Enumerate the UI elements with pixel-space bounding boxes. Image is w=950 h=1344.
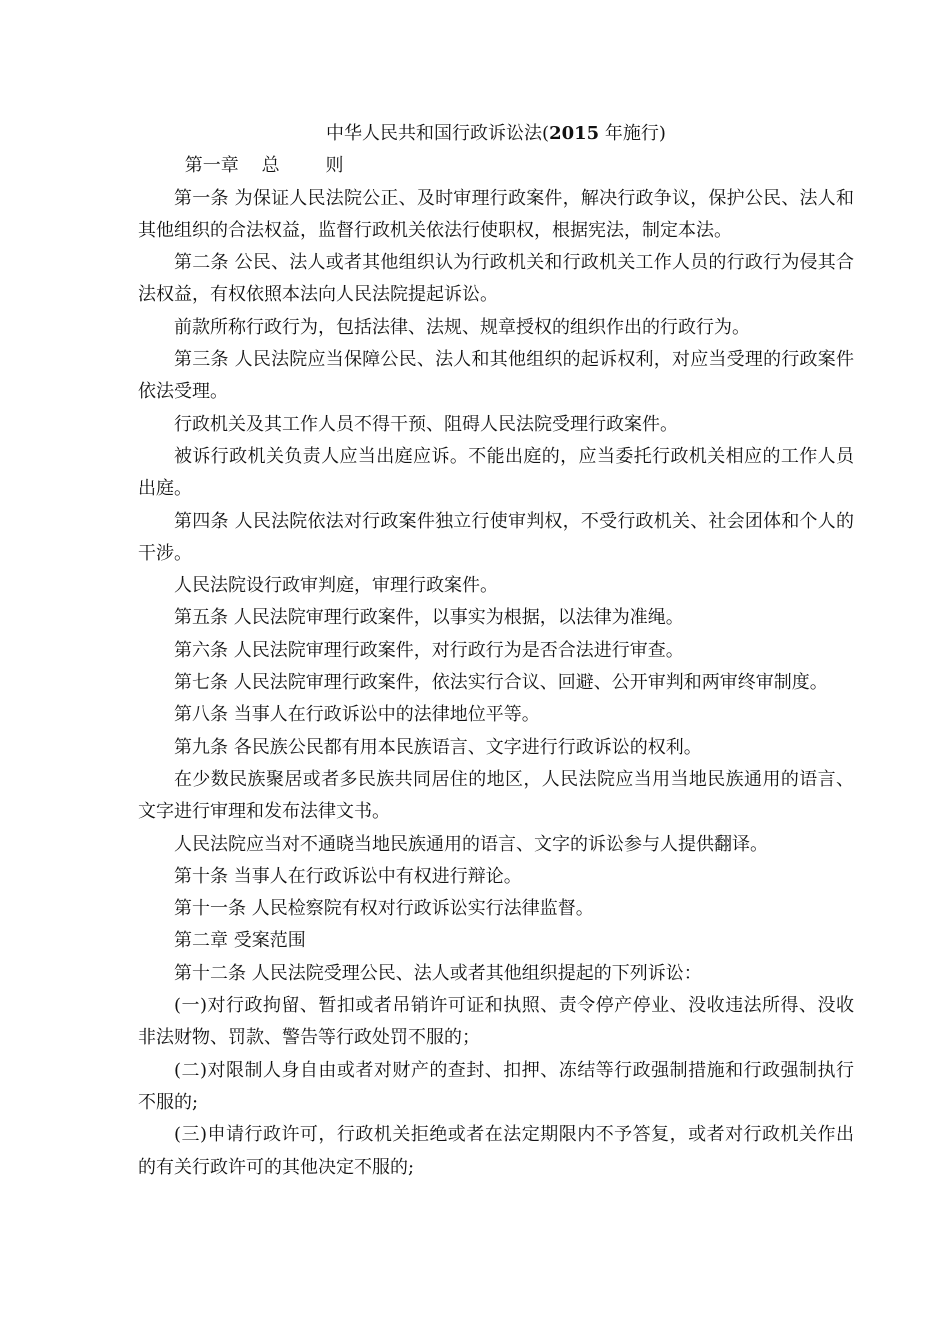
paragraph: 第七条 人民法院审理行政案件，依法实行合议、回避、公开审判和两审终审制度。 xyxy=(174,672,828,694)
list-item: (二)对限制人身自由或者对财产的查封、扣押、冻结等行政强制措施和行政强制执行不服的; xyxy=(138,1059,854,1113)
list-item: (三)申请行政许可，行政机关拒绝或者在法定期限内不予答复，或者对行政机关作出的有关行政许可的其他决定不服的; xyxy=(138,1124,854,1178)
paragraph: 第十条 当事人在行政诉讼中有权进行辩论。 xyxy=(174,865,522,887)
paragraph: 第四条 人民法院依法对行政案件独立行使审判权，不受行政机关、社会团体和个人的干涉。 xyxy=(138,510,854,564)
list-item: (一)对行政拘留、暂扣或者吊销许可证和执照、责令停产停业、没收违法所得、没收非法财物、罚款、警告等行政处罚不服的； xyxy=(138,995,854,1049)
paragraph: 在少数民族聚居或者多民族共同居住的地区，人民法院应当用当地民族通用的语言、文字进行审理和发布法律文书。 xyxy=(138,768,854,823)
paragraph: 第一条 为保证人民法院公正、及时审理行政案件，解决行政争议，保护公民、法人和其他组织的合法权益，监督行政机关依法行使职权，根据宪法，制定本法。 xyxy=(138,187,854,241)
paragraph: 第八条 当事人在行政诉讼中的法律地位平等。 xyxy=(174,704,540,726)
paragraph: 人民法院应当对不通晓当地民族通用的语言、文字的诉讼参与人提供翻译。 xyxy=(174,833,768,855)
paragraph: 第十一条 人民检察院有权对行政诉讼实行法律监督。 xyxy=(174,898,594,920)
paragraph: 第三条 人民法院应当保障公民、法人和其他组织的起诉权利，对应当受理的行政案件依法受理。 xyxy=(138,349,854,403)
paragraph: 第五条 人民法院审理行政案件，以事实为根据，以法律为准绳。 xyxy=(174,607,684,629)
title-year: 2015 xyxy=(549,123,600,144)
paragraph: 人民法院设行政审判庭，审理行政案件。 xyxy=(174,575,498,597)
document-page xyxy=(138,118,854,1184)
paragraph: 第二条 公民、法人或者其他组织认为行政机关和行政机关工作人员的行政行为侵其合法权益，有权依照本法向人民法院提起诉讼。 xyxy=(138,252,854,306)
paragraph: 被诉行政机关负责人应当出庭应诉。不能出庭的，应当委托行政机关相应的工作人员出庭。 xyxy=(138,445,854,500)
paragraph: 第十二条 人民法院受理公民、法人或者其他组织提起的下列诉讼： xyxy=(174,962,702,984)
title-suffix: 年施行) xyxy=(599,123,666,144)
chapter-heading: 第二章 受案范围 xyxy=(174,930,306,952)
article-list xyxy=(138,183,854,1184)
paragraph: 第九条 各民族公民都有用本民族语言、文字进行行政诉讼的权利。 xyxy=(174,736,702,758)
chapter-heading: 第一章 总 则 xyxy=(184,155,344,177)
title-text: 中华人民共和国行政诉讼法( xyxy=(326,123,550,144)
document-title xyxy=(138,118,854,150)
paragraph: 前款所称行政行为，包括法律、法规、规章授权的组织作出的行政行为。 xyxy=(174,316,750,338)
paragraph: 行政机关及其工作人员不得干预、阻碍人民法院受理行政案件。 xyxy=(174,413,678,435)
paragraph: 第六条 人民法院审理行政案件，对行政行为是否合法进行审查。 xyxy=(174,639,684,661)
